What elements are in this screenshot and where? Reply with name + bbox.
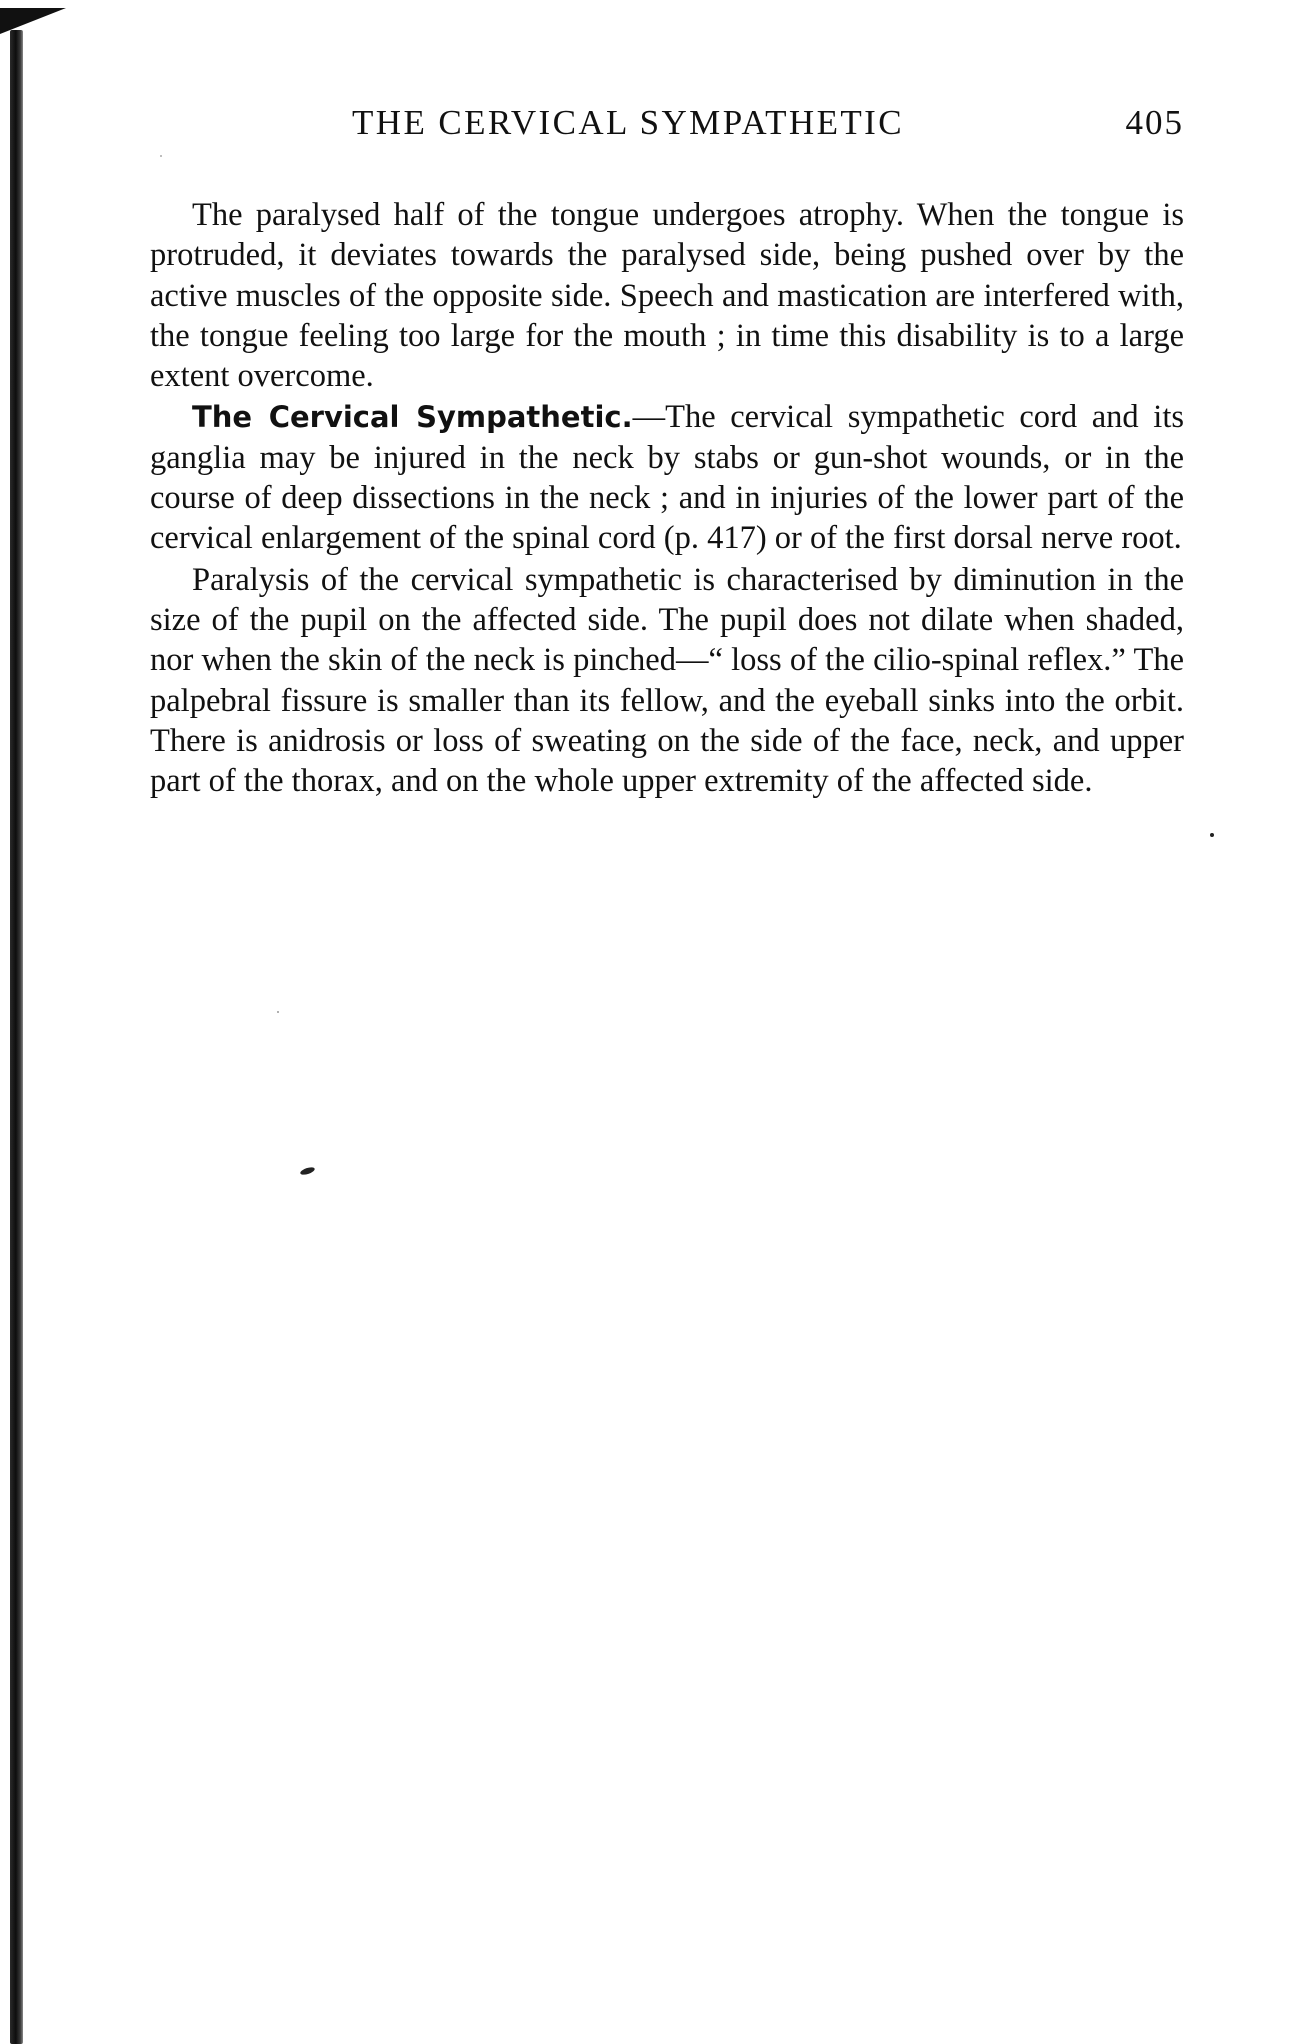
- binding-bar: [10, 30, 23, 2044]
- scan-speck: [299, 1166, 315, 1176]
- running-head-title: THE CERVICAL SYMPATHETIC: [352, 103, 904, 142]
- paragraph-text: —The cervical sympathetic cord and its ganglia may be injured in the neck by stabs or gun-shot wounds, or in the course of deep dissections in the neck ; and in injuries of the lower part of the cervical enlargement of the spinal cord (p. 417) or of the first dorsal nerve root.: [150, 399, 1185, 557]
- scan-speck: [1210, 833, 1214, 837]
- page-binding-edge: [0, 0, 40, 2044]
- paragraph-text: Paralysis of the cervical sympathetic is characterised by diminution in the size of the pupil on the affected side. The pupil does not dilate when shaded, nor when the skin of the neck is pinched—“ loss of the cilio-spinal reflex.” The palpebral fissure is smaller than its fellow, and the eyeball sinks into the orbit. There is anidrosis or loss of sweating on the side of the face, neck, and upper part of the thorax, and on the whole upper extremity of the affected side.: [150, 561, 1184, 800]
- body-text: [150, 195, 1184, 801]
- scan-speck: [160, 155, 162, 157]
- paragraph-text: The paralysed half of the tongue undergoes atrophy. When the tongue is protruded, it deviates towards the paralysed side, being pushed over by the active muscles of the opposite side. Speech and mastication are interfered with, the tongue feeling too large for the mouth ; in time this disability is to a large extent overcome.: [150, 197, 1184, 395]
- paragraph-tongue-atrophy: [150, 195, 1184, 396]
- paragraph-cervical-sympathetic: [150, 397, 1184, 558]
- section-heading: The Cervical Sympathetic.: [192, 400, 633, 435]
- page-number: 405: [1125, 103, 1184, 142]
- scan-speck: [277, 1011, 279, 1013]
- running-head: [150, 103, 1184, 147]
- paragraph-paralysis-signs: [150, 560, 1184, 802]
